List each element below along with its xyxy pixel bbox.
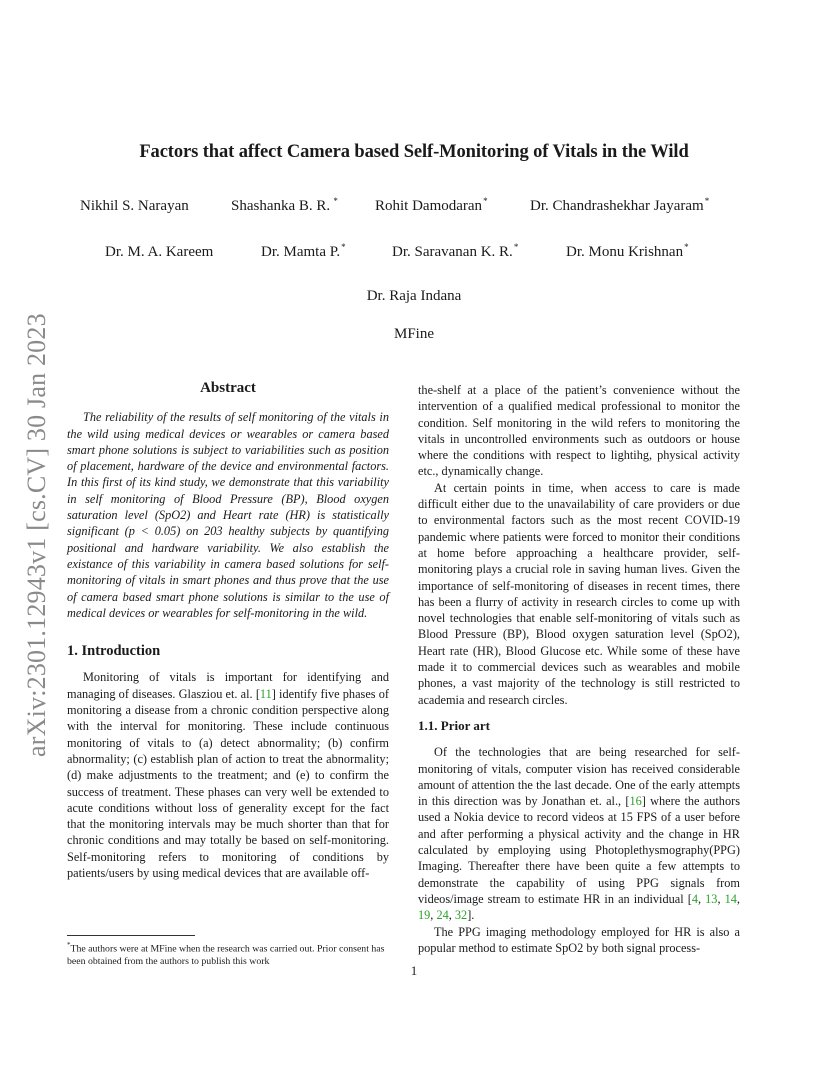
author: Dr. Saravanan K. R.*	[392, 242, 519, 260]
citation-link[interactable]: 24	[436, 908, 449, 923]
paragraph: Of the technologies that are being researched for self-monitoring of vitals, computer vision has received considerable amount of attention the the last decade. One of the early attempts in this direction was by Jonathan et. al., [16] where the authors used a Nokia device to record videos at 15 FPS of a user before and after performing a physical activity and the change in HR calculated by employing using Photoplethysmography(PPG) Imaging. Thereafter there have been quite a few attempts to demonstrate the capability of using PPG signals from videos/image stream to estimate HR in an individual [4, 13, 14, 19, 24, 32].	[418, 745, 740, 923]
author: Dr. Chandrashekhar Jayaram*	[530, 196, 710, 214]
page-number: 1	[410, 963, 418, 978]
author: Dr. Monu Krishnan*	[566, 242, 689, 260]
author: Dr. Mamta P.*	[261, 242, 346, 260]
author: Nikhil S. Narayan	[80, 198, 189, 214]
intro-paragraph: Monitoring of vitals is important for identifying and managing of diseases. Glasziou et. al. [11] identify five phases of monitoring a disease from a chronic condition perspective along with the interval for monitoring. These include continuous monitoring of vitals to (a) detect abnormality; (b) confirm abnormality; (c) establish plan of action to treat the abnormality; (d) make adjustments to the treatment; and (e) to confirm the success of treatment. These phases can very well be extended to acute conditions without loss of generality except for the fact that the monitoring intervals may be much shorter than that for chronic conditions and may totally be based on self-monitoring. Self-monitoring refers to monitoring of conditions by patients/users by using medical devices that are available off-	[67, 670, 389, 881]
author-row-3: Dr. Raja Indana	[366, 288, 462, 304]
author: Shashanka B. R. *	[231, 196, 338, 214]
abstract-heading: Abstract	[200, 380, 256, 396]
paragraph: the-shelf at a place of the patient’s convenience without the intervention of a qualified medical professional to monitor the condition. Self monitoring in the wild refers to monitoring the vitals in uncontrolled environments such as outdoors or house where the conditions with respect to lightihg, physical activity etc., dynamically change.	[418, 383, 740, 479]
author: Dr. M. A. Kareem	[105, 244, 214, 260]
citation-link[interactable]: 13	[705, 891, 718, 906]
paragraph: At certain points in time, when access to care is made difficult either due to the unavailability of care providers or due to environmental factors such as the most recent COVID-19 pandemic where patients were forced to monitor their conditions at home before approaching a healthcare provider, self-monitoring plays a crucial role in saving human lives. Given the importance of self-monitoring of diseases in recent times, there has been a flurry of activity in research circles to come up with novel technologies that enable self-monitoring of vitals such as Blood Pressure (BP), Blood oxygen saturation level (SpO2), Heart rate (HR), Blood Glucose etc. While some of these have made it to commercial devices such as wearables and mobile phones, a vast majority of the technology is still restricted to academia and research circles.	[418, 480, 740, 707]
subsection-heading-prior-art: 1.1. Prior art	[418, 717, 490, 733]
author: Rohit Damodaran*	[375, 196, 488, 214]
footnote-rule	[67, 935, 195, 936]
citation-link[interactable]: 14	[724, 891, 737, 906]
citation-link[interactable]: 19	[418, 908, 431, 923]
citation-link[interactable]: 4	[691, 891, 698, 906]
right-column	[418, 382, 740, 956]
section-heading-introduction: 1. Introduction	[67, 643, 161, 660]
citation-link[interactable]: 11	[259, 686, 272, 701]
footnote: *The authors were at MFine when the research was carried out. Prior consent has been obtained from the authors to publish this work	[67, 941, 385, 968]
citation-link[interactable]: 16	[629, 794, 642, 809]
paragraph: The PPG imaging methodology employed for HR is also a popular method to estimate SpO2 by both signal process-	[418, 924, 740, 955]
arxiv-stamp: arXiv:2301.12943v1 [cs.CV] 30 Jan 2023	[22, 313, 51, 757]
affiliation: MFine	[393, 326, 434, 342]
paper-title: Factors that affect Camera based Self-Monitoring of Vitals in the Wild	[139, 142, 689, 162]
citation-link[interactable]: 32	[454, 908, 468, 923]
left-column	[67, 380, 389, 881]
abstract-text: The reliability of the results of self monitoring of the vitals in the wild using medical devices or wearables or camera based smart phone solutions is subject to variabilities such as position of placement, hardware of the device and environmental factors. In this first of its kind study, we demonstrate that this variability in self monitoring of Blood Pressure (BP), Blood oxygen saturation level (SpO2) and Heart rate (HR) is statistically significant (p < 0.05) on 203 healthy subjects by quantifying positional and hardware variability. We also establish the existance of this variability in camera based solutions for self-monitoring of vitals in smart phones and thus prove that the use of camera based smart phone solutions is similar to the use of medical devices or wearables for self-monitoring in the wild.	[67, 410, 389, 620]
